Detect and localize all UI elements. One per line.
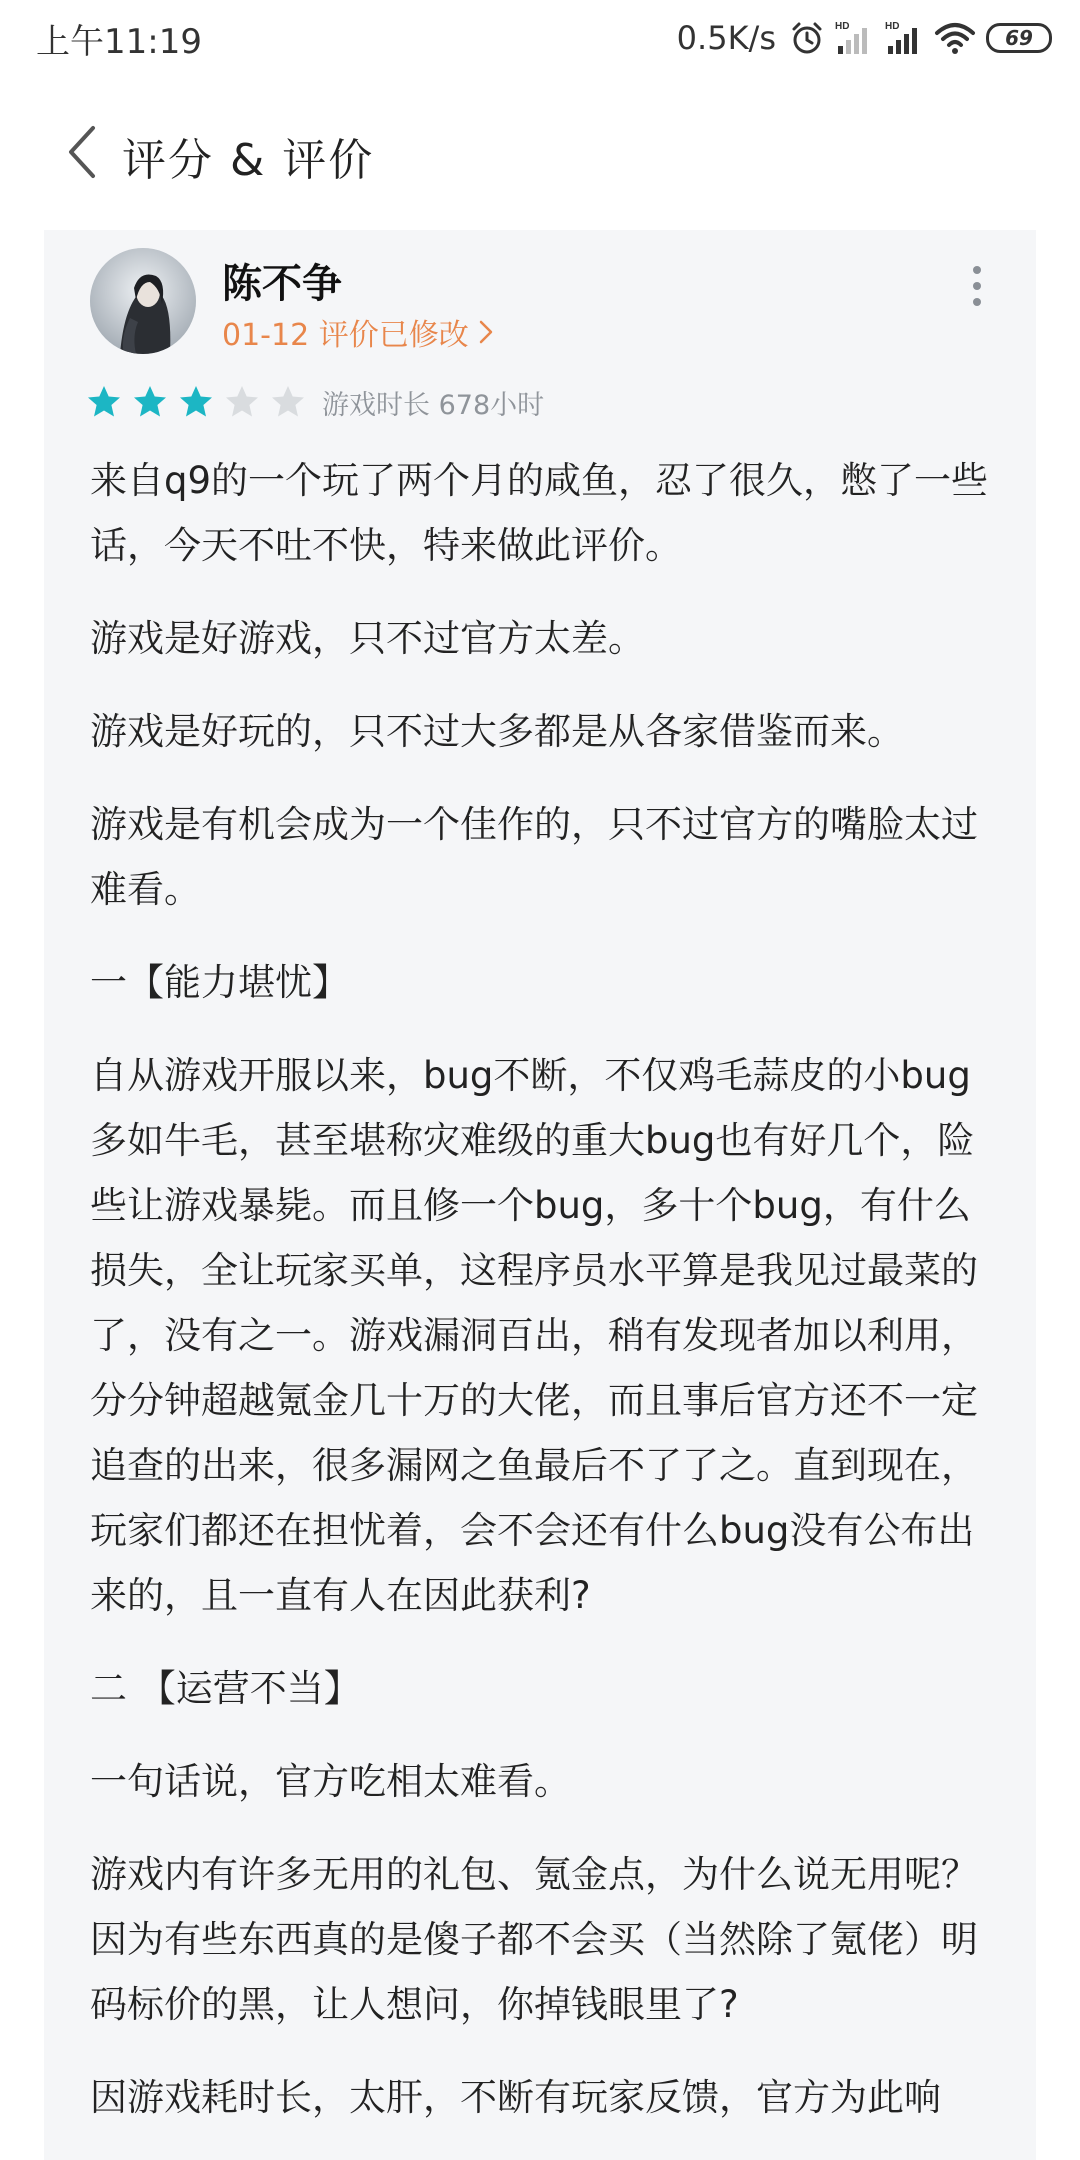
review-paragraph: 因游戏耗时长，太肝，不断有玩家反馈，官方为此响 (90, 2076, 941, 2119)
status-time: 上午11:19 (36, 22, 202, 62)
status-bar (0, 0, 1080, 78)
review-paragraph: 一【能力堪忧】 (90, 961, 349, 1004)
svg-text:HD: HD (835, 21, 850, 32)
review-edit-history-link[interactable] (222, 310, 493, 354)
review-paragraph: 二 【运营不当】 (90, 1667, 361, 1710)
review-body (90, 448, 1000, 2158)
network-speed: 0.5K/s (676, 19, 776, 57)
page-header (0, 112, 1080, 192)
hd-signal-2-icon (884, 18, 924, 58)
star-filled-icon (132, 384, 168, 420)
avatar-image (90, 248, 196, 354)
back-button[interactable] (56, 122, 106, 182)
chevron-right-icon (479, 320, 493, 344)
review-date-meta: 01-12 评价已修改 (222, 318, 469, 353)
review-paragraph: 游戏内有许多无用的礼包、氪金点，为什么说无用呢？因为有些东西真的是傻子都不会买（当然除了氪佬）明码标价的黑，让人想问，你掉钱眼里了? (90, 1853, 978, 2026)
wifi-icon (934, 21, 976, 55)
avatar[interactable] (90, 248, 196, 354)
status-icons (677, 12, 1052, 64)
page-title: 评分 & 评价 (122, 135, 375, 186)
more-dot-icon (973, 298, 981, 306)
review-paragraph: 游戏是有机会成为一个佳作的，只不过官方的嘴脸太过难看。 (90, 803, 978, 911)
more-dot-icon (973, 266, 981, 274)
star-rating (86, 384, 306, 420)
star-filled-icon (178, 384, 214, 420)
review-paragraph: 一句话说，官方吃相太难看。 (90, 1760, 571, 1803)
review-paragraph: 游戏是好玩的，只不过大多都是从各家借鉴而来。 (90, 710, 904, 753)
star-empty-icon (224, 384, 260, 420)
rating-row (86, 380, 544, 424)
play-time: 游戏时长 678小时 (322, 389, 545, 421)
star-empty-icon (270, 384, 306, 420)
reviewer-name[interactable]: 陈不争 (222, 261, 342, 307)
review-paragraph: 游戏是好游戏，只不过官方太差。 (90, 617, 645, 660)
chevron-left-icon (65, 124, 97, 180)
alarm-clock-icon (790, 21, 824, 55)
review-paragraph: 自从游戏开服以来，bug不断，不仅鸡毛蒜皮的小bug多如牛毛，甚至堪称灾难级的重大bug也有好几个，险些让游戏暴毙。而且修一个bug，多十个bug，有什么损失，全让玩家买单，这程序员水平算是我见过最菜的了，没有之一。游戏漏洞百出，稍有发现者加以利用，分分钟超越氪金几十万的大佬，而且事后官方还不一定追查的出来，很多漏网之鱼最后不了了之。直到现在，玩家们都还在担忧着，会不会还有什么bug没有公布出来的，且一直有人在因此获利? (90, 1054, 978, 1617)
star-filled-icon (86, 384, 122, 420)
battery-icon: 69 (986, 23, 1052, 53)
more-dot-icon (973, 282, 981, 290)
review-card (44, 230, 1036, 2160)
more-options-button[interactable] (962, 256, 992, 316)
svg-text:HD: HD (885, 21, 900, 32)
hd-signal-1-icon (834, 18, 874, 58)
review-paragraph: 来自q9的一个玩了两个月的咸鱼，忍了很久，憋了一些话，今天不吐不快，特来做此评价。 (90, 459, 989, 567)
